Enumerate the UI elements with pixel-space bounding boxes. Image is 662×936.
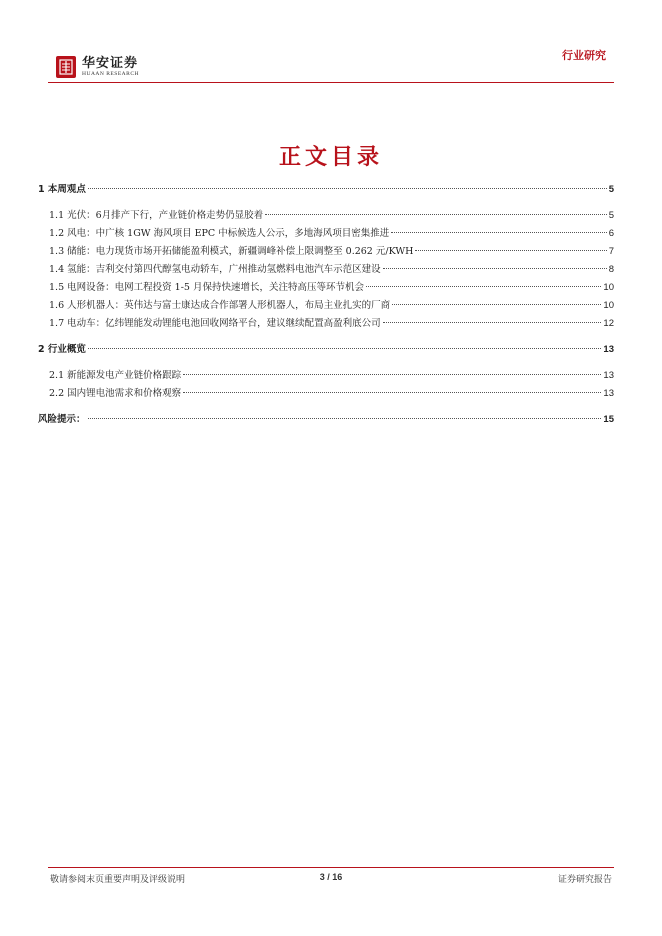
toc-leader-dots	[383, 322, 602, 323]
toc-entry-page: 13	[603, 344, 614, 355]
toc-leader-dots	[383, 268, 607, 269]
toc-entry-page: 10	[603, 282, 614, 293]
toc-entry-text: 1.4 氢能：吉利交付第四代醇氢电动轿车，广州推动氢燃料电池汽车示范区建设	[49, 264, 381, 275]
toc-entry-page: 8	[608, 264, 614, 275]
toc-leader-dots	[265, 214, 607, 215]
report-category: 行业研究	[562, 49, 606, 62]
toc-entry[interactable]	[38, 225, 614, 243]
toc-entry[interactable]	[38, 297, 614, 315]
toc-entry[interactable]	[38, 243, 614, 261]
toc-entry[interactable]	[38, 367, 614, 385]
toc-entry-page: 5	[608, 210, 614, 221]
toc-entry-page: 13	[603, 388, 614, 399]
disclaimer-note: 敬请参阅末页重要声明及评级说明	[50, 875, 186, 885]
toc-entry-text: 1.3 储能：电力现货市场开拓储能盈利模式，新疆调峰补偿上限调整至 0.262 元/KWH	[49, 246, 414, 257]
toc-entry-text: 1 本周观点	[38, 184, 86, 195]
toc-entry-page: 10	[603, 300, 614, 311]
toc-entry-text: 1.6 人形机器人：英伟达与富士康达成合作部署人形机器人，布局主业扎实的厂商	[49, 300, 391, 311]
company-logo	[56, 56, 139, 78]
toc-entry[interactable]	[38, 341, 614, 359]
table-of-contents	[38, 181, 614, 429]
toc-entry-page: 12	[603, 318, 614, 329]
page-current: 3	[319, 872, 325, 882]
toc-entry-text: 2.2 国内锂电池需求和价格观察	[49, 388, 182, 399]
toc-entry[interactable]	[38, 207, 614, 225]
toc-entry[interactable]	[38, 315, 614, 333]
toc-entry-page: 7	[608, 246, 614, 257]
toc-leader-dots	[88, 418, 602, 419]
toc-entry[interactable]	[38, 279, 614, 297]
toc-entry[interactable]	[38, 261, 614, 279]
toc-entry-page: 5	[608, 184, 614, 195]
page-total: 16	[332, 872, 343, 882]
report-type: 证券研究报告	[557, 875, 612, 885]
header-divider	[48, 82, 614, 83]
logo-english-name: HUAAN RESEARCH	[82, 70, 139, 77]
toc-entry-text: 1.5 电网设备：电网工程投资 1-5 月保持快速增长，关注特高压等环节机会	[49, 282, 364, 293]
toc-entry[interactable]	[38, 181, 614, 199]
toc-leader-dots	[391, 232, 607, 233]
toc-entry[interactable]	[38, 385, 614, 403]
toc-entry-text: 风险提示：	[38, 414, 86, 425]
seal-icon	[56, 56, 76, 78]
toc-entry[interactable]	[38, 411, 614, 429]
toc-entry-page: 15	[603, 414, 614, 425]
toc-entry-text: 2 行业概览	[38, 344, 86, 355]
toc-leader-dots	[415, 250, 606, 251]
toc-entry-text: 2.1 新能源发电产业链价格跟踪	[49, 370, 182, 381]
page-header	[0, 0, 662, 90]
toc-entry-text: 1.2 风电：中广核 1GW 海风项目 EPC 中标候选人公示，多地海风项目密集推进	[49, 228, 390, 239]
toc-entry-page: 13	[603, 370, 614, 381]
page-number: 3 / 16	[319, 872, 343, 882]
toc-entry-page: 6	[608, 228, 614, 239]
toc-leader-dots	[366, 286, 601, 287]
toc-entry-text: 1.1 光伏：6月排产下行，产业链价格走势仍显胶着	[49, 210, 264, 221]
toc-leader-dots	[88, 348, 602, 349]
toc-leader-dots	[88, 188, 607, 189]
toc-leader-dots	[183, 374, 601, 375]
toc-leader-dots	[392, 304, 601, 305]
toc-entry-text: 1.7 电动车：亿纬锂能发动锂能电池回收网络平台，建议继续配置高盈利底公司	[49, 318, 381, 329]
toc-leader-dots	[183, 392, 601, 393]
logo-chinese-name: 华安证券	[82, 55, 139, 71]
page-footer	[48, 872, 614, 886]
footer-divider	[48, 867, 614, 868]
toc-title: 正文目录	[278, 144, 383, 170]
